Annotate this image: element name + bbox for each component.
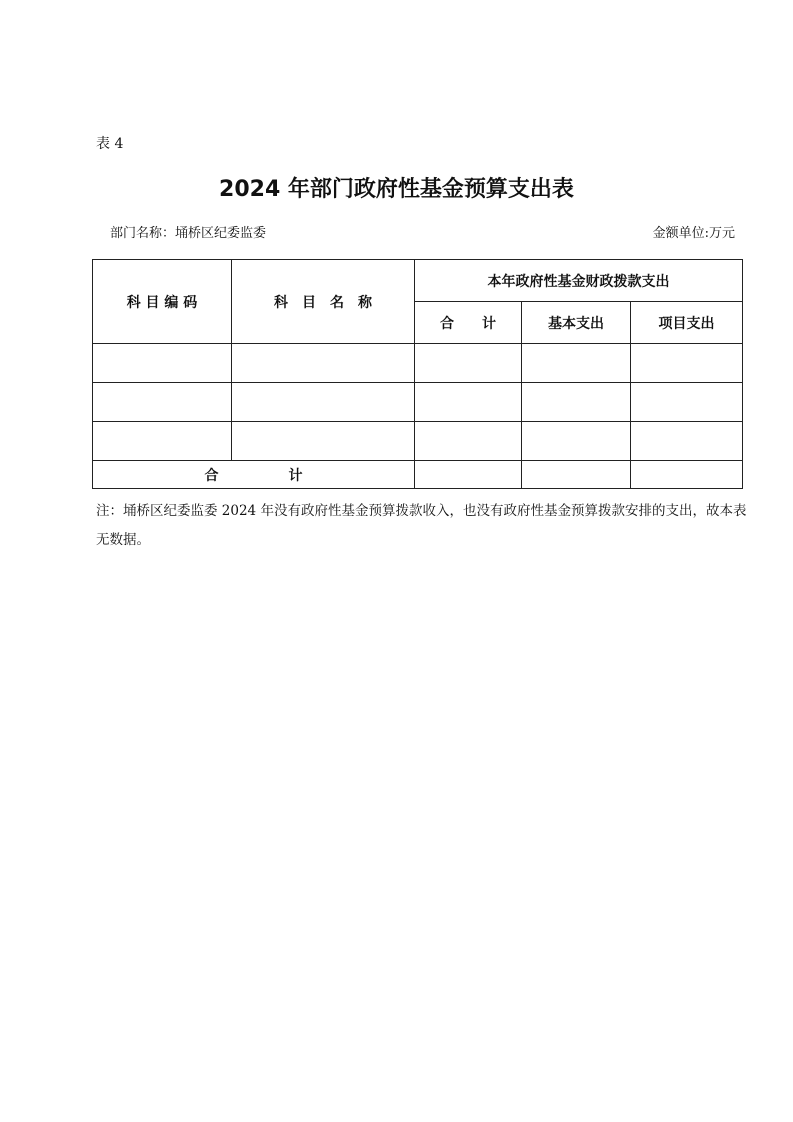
total-row-label: 合 计 [93,461,415,489]
table-header-row [93,260,743,302]
table-cell [522,461,631,489]
table-cell [93,383,232,422]
table-cell [631,461,743,489]
amount-unit: 金额单位:万元 [652,226,735,241]
table-cell [631,344,743,383]
department-name: 部门名称：埇桥区纪委监委 [110,226,267,241]
header-fund-expenditure: 本年政府性基金财政拨款支出 [415,260,743,302]
table-cell [232,422,415,461]
table-cell [415,383,522,422]
table-cell [415,344,522,383]
header-basic-expenditure: 基本支出 [522,302,631,344]
table-cell [232,383,415,422]
table-cell [631,383,743,422]
header-project-expenditure: 项目支出 [631,302,743,344]
expenditure-table [92,259,743,489]
header-subject-name: 科 目 名 称 [232,260,415,344]
table-cell [93,422,232,461]
footnote: 注：埇桥区纪委监委 2024 年没有政府性基金预算拨款收入，也没有政府性基金预算拨款安排的支出，故本表无数据。 [96,503,747,548]
table-cell [415,461,522,489]
table-cell [232,344,415,383]
table-cell [522,344,631,383]
table-row [93,344,743,383]
total-row [93,461,743,489]
table-cell [522,383,631,422]
table-cell [415,422,522,461]
table-row [93,422,743,461]
table-cell [93,344,232,383]
table-row [93,383,743,422]
page-title: 2024 年部门政府性基金预算支出表 [219,177,574,202]
table-cell [631,422,743,461]
table-number: 表 4 [96,136,124,152]
header-total: 合 计 [415,302,522,344]
header-subject-code: 科 目 编 码 [93,260,232,344]
table-cell [522,422,631,461]
